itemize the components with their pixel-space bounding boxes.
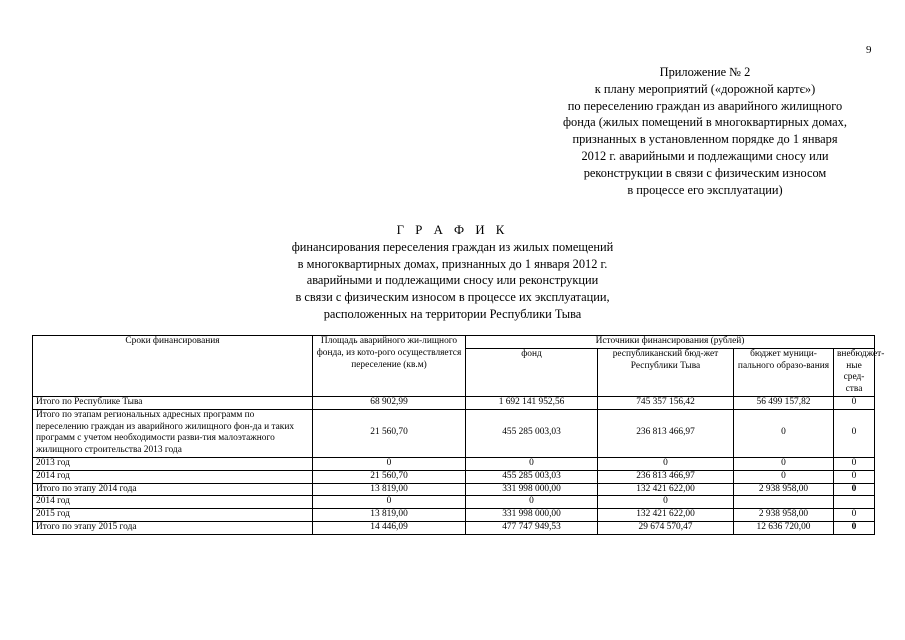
annex-line: фонда (жилых помещений в многоквартирных домах, [563,115,847,130]
row-label: Итого по этапу 2015 года [33,521,313,534]
title-line: в многоквартирных домах, признанных до 1 января 2012 г. [297,256,608,271]
cell-fund: 455 285 003,03 [466,409,598,457]
cell-offbudget: 0 [834,396,875,409]
cell-municipal: 0 [734,457,834,470]
row-label: 2015 год [33,509,313,522]
header-sources: Источники финансирования (рублей) [466,336,875,349]
table-row [33,457,875,470]
cell-municipal: 12 636 720,00 [734,521,834,534]
cell-municipal: 56 499 157,82 [734,396,834,409]
cell-municipal: 0 [734,470,834,483]
cell-offbudget: 0 [834,483,875,496]
cell-fund: 1 692 141 952,56 [466,396,598,409]
cell-fund: 455 285 003,03 [466,470,598,483]
table-row [33,521,875,534]
page-number: 9 [866,44,872,56]
title-line: в связи с физическим износом в процессе их эксплуатации, [295,290,610,305]
table-body [33,396,875,534]
cell-fund: 477 747 949,53 [466,521,598,534]
table-row [33,409,875,457]
cell-offbudget [834,496,875,509]
table-row [33,496,875,509]
annex-line: по переселению граждан из аварийного жилищного [567,98,843,113]
cell-municipal: 2 938 958,00 [734,483,834,496]
table-row [33,509,875,522]
title-heading: Г Р А Ф И К [396,223,509,237]
annex-line: реконструкции в связи с физическим износом [583,165,827,180]
table-row [33,396,875,409]
header-fund: фонд [466,348,598,396]
annex-line: в процессе его эксплуатации) [627,182,783,197]
annex-line: признанных в установленном порядке до 1 января [572,132,838,147]
cell-area: 68 902,99 [313,396,466,409]
cell-offbudget: 0 [834,509,875,522]
row-label: Итого по этапам региональных адресных программ по переселению граждан из аварийного жилищного фон-да и таких программ с учетом необходимости разви-тия малоэтажного жилищного строительства 2013 года [33,409,313,457]
title-line: финансирования переселения граждан из жилых помещений [291,239,614,254]
cell-offbudget: 0 [834,409,875,457]
title-line: расположенных на территории Республики Тыва [323,306,582,321]
cell-republic: 236 813 466,97 [598,470,734,483]
cell-municipal: 0 [734,409,834,457]
cell-municipal [734,496,834,509]
annex-line: к плану мероприятий («дорожной картє») [594,81,816,96]
row-label: Итого по Республике Тыва [33,396,313,409]
header-municipal: бюджет муници-пального образо-вания [734,348,834,396]
cell-offbudget: 0 [834,457,875,470]
cell-republic: 236 813 466,97 [598,409,734,457]
cell-fund: 331 998 000,00 [466,483,598,496]
cell-fund: 0 [466,496,598,509]
cell-offbudget: 0 [834,470,875,483]
document-title [200,222,705,323]
row-label: 2014 год [33,470,313,483]
cell-area: 0 [313,496,466,509]
cell-republic: 132 421 622,00 [598,509,734,522]
cell-fund: 331 998 000,00 [466,509,598,522]
annex-line: 2012 г. аварийными и подлежащими сносу или [581,148,829,163]
cell-offbudget: 0 [834,521,875,534]
row-label: Итого по этапу 2014 года [33,483,313,496]
table-row [33,470,875,483]
cell-republic: 29 674 570,47 [598,521,734,534]
annex-header [520,64,890,198]
header-republic: республиканский бюд-жет Республики Тыва [598,348,734,396]
cell-area: 0 [313,457,466,470]
cell-area: 14 446,09 [313,521,466,534]
cell-republic: 0 [598,496,734,509]
table-row [33,483,875,496]
cell-republic: 132 421 622,00 [598,483,734,496]
financing-table [32,335,885,535]
cell-area: 21 560,70 [313,409,466,457]
header-period: Сроки финансирования [33,336,313,397]
cell-area: 13 819,00 [313,509,466,522]
cell-republic: 0 [598,457,734,470]
row-label: 2013 год [33,457,313,470]
cell-republic: 745 357 156,42 [598,396,734,409]
cell-area: 13 819,00 [313,483,466,496]
row-label: 2014 год [33,496,313,509]
header-offbudget: внебюджет-ные сред-ства [834,348,875,396]
cell-fund: 0 [466,457,598,470]
cell-municipal: 2 938 958,00 [734,509,834,522]
annex-line: Приложение № 2 [659,65,751,79]
cell-area: 21 560,70 [313,470,466,483]
title-line: аварийными и подлежащими сносу или реконструкции [306,273,599,288]
header-area: Площадь аварийного жи-лищного фонда, из кото-рого осуществляется переселение (кв.м) [313,336,466,397]
